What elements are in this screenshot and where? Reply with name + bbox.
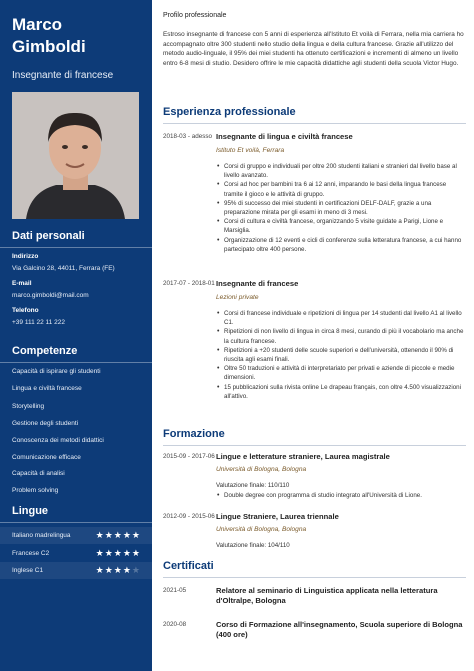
first-name: Marco [12,15,63,34]
address-value: Via Galcino 28, 44011, Ferrara (FE) [12,265,115,272]
language-name: Inglese C1 [12,567,44,574]
skill-item: Storytelling [12,403,45,410]
certificate-title: Corso di Formazione all'insegnamento, Scuola superiore di Bologna (400 ore) [216,620,463,639]
certificates-heading: Certificati [163,558,466,578]
bullet-item: • Corsi ad hoc per bambini tra 6 ai 12 anni, imparando le basi della lingua francese tramite il gioco e le attività di gruppo. [216,180,464,198]
experience-bullets [216,162,464,254]
experience-org: Lezioni private [216,294,259,301]
star-icon: ★ [122,530,131,540]
star-icon: ★ [95,530,104,540]
languages-heading: Lingue [0,501,152,523]
star-icon: ★ [131,565,140,575]
star-icon: ★ [113,548,122,558]
bullet-item: • 15 pubblicazioni sulla rivista online Le drapeau français, con oltre 4.500 visualizzazioni all'attivo. [216,383,464,401]
experience-heading: Esperienza professionale [163,104,466,124]
job-title: Insegnante di francese [12,70,114,81]
language-name: Francese C2 [12,550,50,557]
bullet-item: • Ripetizioni a +20 studenti delle scuole superiori e dell'università, ottenendo il 90% di riuscita agli esami finali. [216,346,464,364]
star-icon: ★ [95,565,104,575]
experience-bullets [216,309,464,401]
candidate-name [12,14,147,58]
education-bullets [216,491,464,500]
sidebar [0,0,152,671]
bullet-item: • Organizzazione di 12 eventi e cicli di conferenze sulla letteratura francese, a cui hanno partecipato oltre 400 persone. [216,236,464,254]
skill-item: Lingua e civiltà francese [12,385,82,392]
star-icon: ★ [95,548,104,558]
skill-item: Gestione degli studenti [12,420,79,427]
education-heading: Formazione [163,426,466,446]
star-icon: ★ [122,548,131,558]
star-icon: ★ [104,530,113,540]
education-date: 2012-09 - 2015-06 [163,513,215,520]
experience-date: 2017-07 - 2018-01 [163,280,215,287]
email-label: E-mail [12,280,32,287]
experience-date: 2018-03 - adesso [163,133,213,140]
profile-heading: Profilo professionale [163,12,227,19]
star-icon: ★ [131,548,140,558]
experience-org: Istituto Et voilà, Ferrara [216,147,285,154]
star-icon: ★ [122,565,131,575]
language-row [0,527,152,544]
star-icon: ★ [104,548,113,558]
experience-title: Insegnante di francese [216,279,299,288]
address-label: Indirizzo [12,253,39,260]
skills-heading: Competenze [0,341,152,363]
education-title: Lingue e letterature straniere, Laurea magistrale [216,452,390,461]
education-grade: Valutazione finale: 104/110 [216,542,290,549]
star-icon: ★ [104,565,113,575]
bullet-item: • Double degree con programma di studio integrato all'Università di Lione. [216,491,464,500]
email-value[interactable]: marco.gimboldi@mail.com [12,292,89,299]
certificate-date: 2020-08 [163,621,187,628]
language-name: Italiano madrelingua [12,532,71,539]
skill-item: Comunicazione efficace [12,454,81,461]
education-org: Università di Bologna, Bologna [216,526,307,533]
bullet-item: • 95% di successo dei miei studenti in certificazioni DELF-DALF, grazie a una preparazione mirata per gli esami in meno di 3 mesi. [216,199,464,217]
main-content [152,0,474,671]
last-name: Gimboldi [12,37,86,56]
star-rating [96,531,140,540]
education-title: Lingue Straniere, Laurea triennale [216,512,339,521]
language-row [0,562,152,579]
star-rating [96,549,140,558]
skill-item: Capacità di analisi [12,470,65,477]
profile-photo [12,92,139,219]
education-date: 2015-09 - 2017-06 [163,453,215,460]
star-icon: ★ [113,565,122,575]
portrait-image [12,92,139,219]
phone-label: Telefono [12,307,39,314]
bullet-item: • Corsi di francese individuale e ripetizioni di lingua per 14 studenti dal livello A1 al livello C1. [216,309,464,327]
language-row [0,545,152,562]
education-org: Università di Bologna, Bologna [216,466,307,473]
star-rating [96,566,140,575]
bullet-item: • Corsi di cultura e civiltà francese, organizzando 5 visite guidate a Parigi, Lione e Marsiglia. [216,217,464,235]
education-grade: Valutazione finale: 110/110 [216,482,290,489]
bullet-item: • Oltre 50 traduzioni e attività di interpretariato per privati e aziende di piccole e medie dimensioni. [216,364,464,382]
bullet-item: • Corsi di gruppo e individuali per oltre 200 studenti italiani e stranieri dal livello base al livello avanzato. [216,162,464,180]
profile-summary: Estroso insegnante di francese con 5 anni di esperienza all'Istituto Et voilà di Ferrara, nella mia carriera ho accompagnato oltre 300 studenti nello studio della lingua e della cultura francese. Grazie all'utilizzo del metodo audio-linguale, il 95% dei miei studenti ha ottenuto certificazioni e incrementi di almeno un livello entro 6-8 mesi di studio. Desidero offrire le mie capacità didattiche agli studenti della scuola Victor Hugo. [163,31,464,67]
certificate-date: 2021-05 [163,587,187,594]
phone-value[interactable]: +39 111 22 11 222 [12,319,65,326]
bullet-item: • Ripetizioni di non livello di lingua in circa 8 mesi, curando di più il vocabolario ma anche la cultura francese. [216,327,464,345]
skill-item: Capacità di ispirare gli studenti [12,368,101,375]
certificate-title: Relatore al seminario di Linguistica applicata nella letteratura d'Oltralpe, Bologna [216,586,438,605]
skill-item: Problem solving [12,487,59,494]
star-icon: ★ [131,530,140,540]
experience-title: Insegnante di lingua e civiltà francese [216,132,353,141]
star-icon: ★ [113,530,122,540]
skill-item: Conoscenza dei metodi didattici [12,437,104,444]
personal-data-heading: Dati personali [0,226,152,248]
